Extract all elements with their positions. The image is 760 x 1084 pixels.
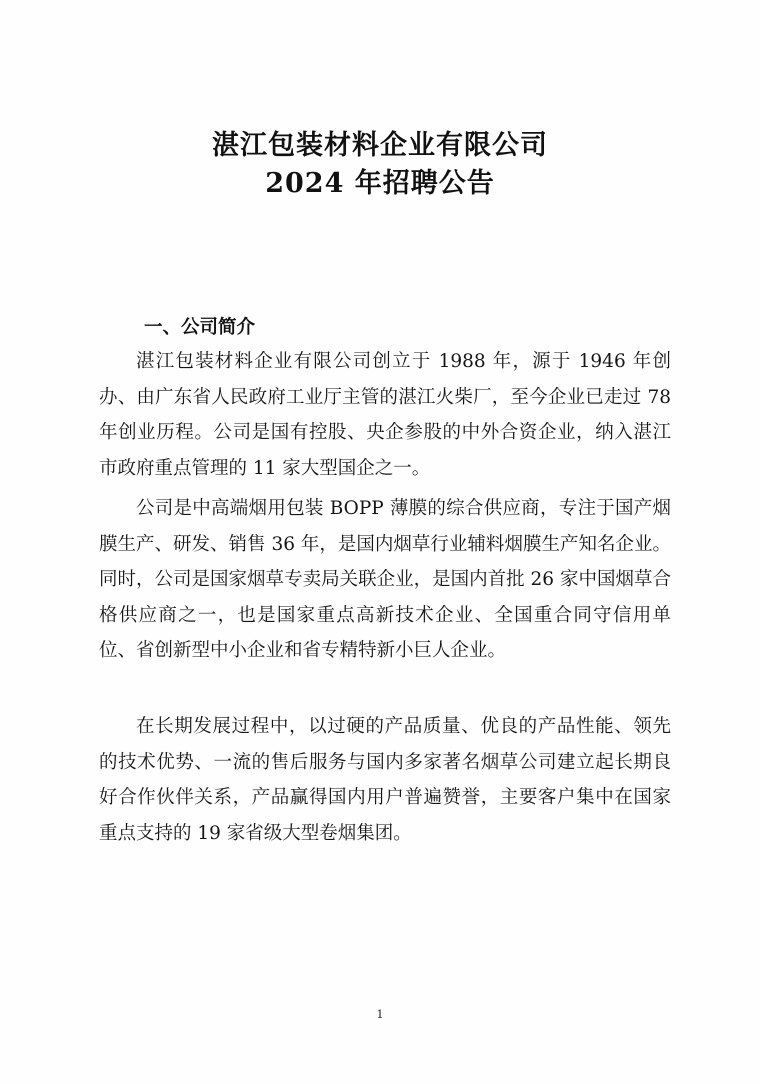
paragraph-company-history: 湛江包装材料企业有限公司创立于 1988 年，源于 1946 年创办、由广东省人民政府工业厅主管的湛江火柴厂，至今企业已走过 78 年创业历程。公司是国有控股、央企参股的中外合资企业，纳入湛江市政府重点管理的 11 家大型国企之一。 <box>99 351 671 479</box>
page-number: 1 <box>376 1008 384 1021</box>
paragraph-company-customers: 在长期发展过程中，以过硬的产品质量、优良的产品性能、领先的技术优势、一流的售后服务与国内多家著名烟草公司建立起长期良好合作伙伴关系，产品赢得国内用户普遍赞誉，主要客户集中在国家重点支持的 19 家省级大型卷烟集团。 <box>99 716 671 844</box>
paragraph-company-business: 公司是中高端烟用包装 BOPP 薄膜的综合供应商，专注于国产烟膜生产、研发、销售 36 年，是国内烟草行业辅料烟膜生产知名企业。同时，公司是国家烟草专卖局关联企业，是国内首批 26 家中国烟草合格供应商之一，也是国家重点高新技术企业、全国重合同守信用单位、省创新型中小企业和省专精特新小巨人企业。 <box>99 498 671 661</box>
document-title: 湛江包装材料企业有限公司 <box>212 130 548 161</box>
section-heading-company-intro: 一、公司简介 <box>144 317 256 338</box>
document-subtitle: 2024 年招聘公告 <box>265 168 495 199</box>
